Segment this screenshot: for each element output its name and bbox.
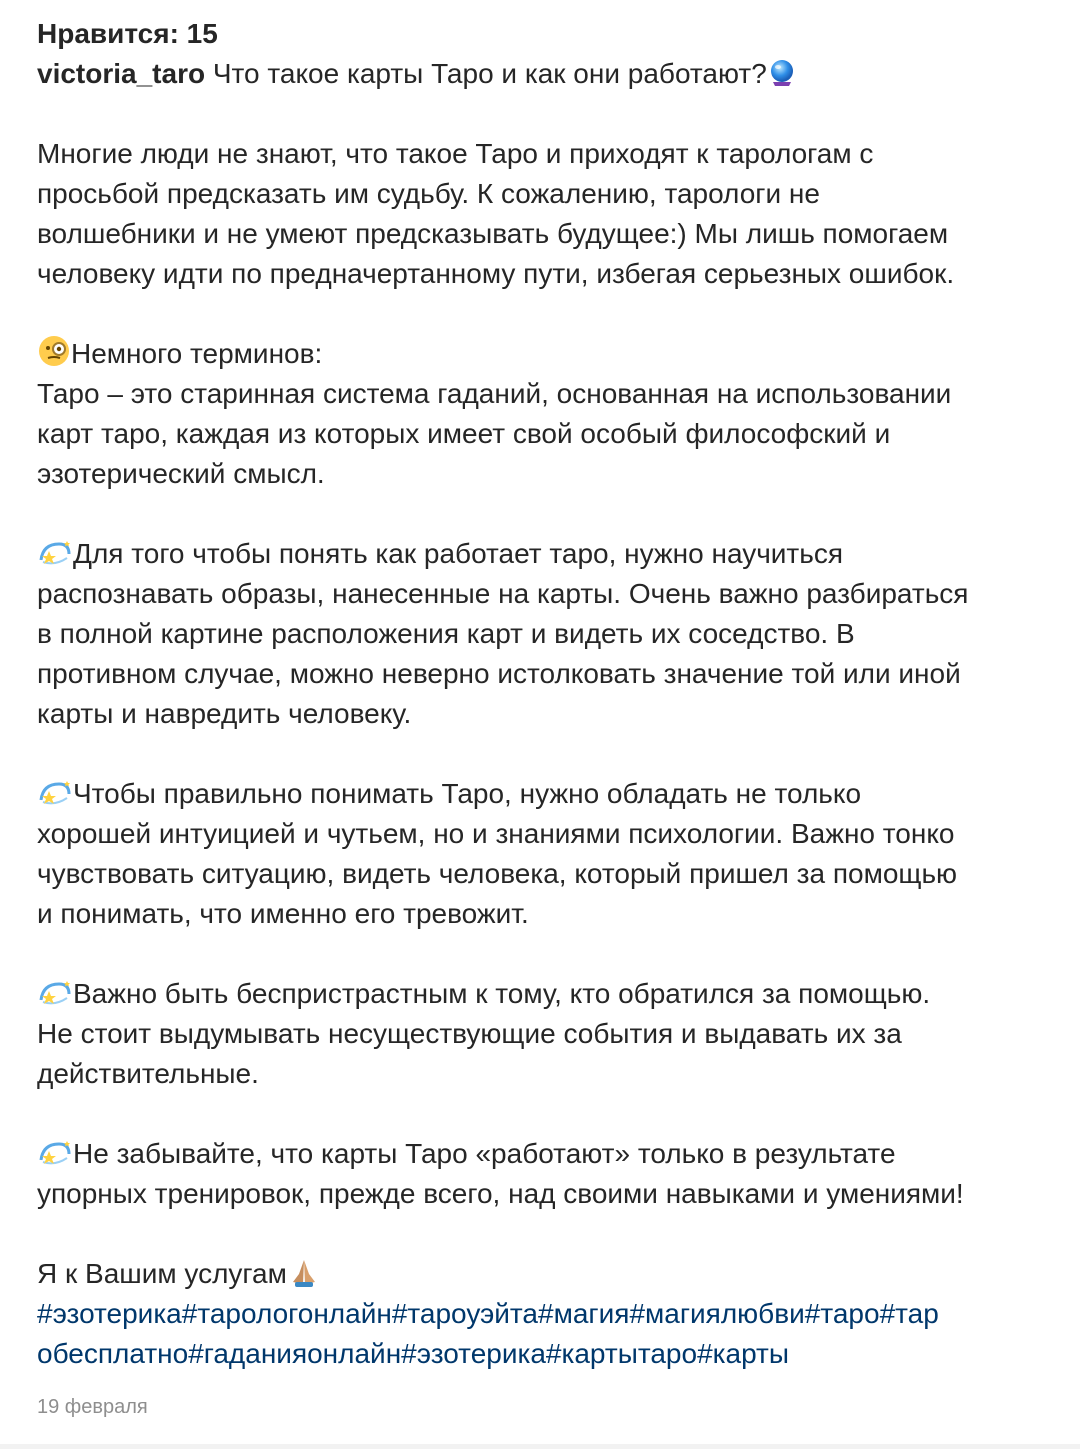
paragraph-line: и понимать, что именно его тревожит.	[37, 898, 529, 929]
hashtag-link[interactable]: #магия	[538, 1298, 630, 1329]
paragraph-line: человеку идти по предначертанному пути, избегая серьезных ошибок.	[37, 258, 955, 289]
divider	[0, 1444, 1080, 1449]
hashtag-link[interactable]: #эзотерика	[37, 1298, 182, 1329]
paragraph-text: Не забывайте, что карты Таро «работают» только в результате	[73, 1138, 896, 1169]
caption-title-line	[37, 54, 1057, 94]
paragraph-line: карты и навредить человеку.	[37, 698, 412, 729]
bullet-line	[37, 774, 1057, 814]
dizzy-star-icon	[37, 1138, 73, 1179]
paragraph-text: Важно быть беспристрастным к тому, кто обратился за помощью.	[73, 978, 931, 1009]
paragraph-line: распознавать образы, нанесенные на карты. Очень важно разбираться	[37, 578, 969, 609]
terms-heading-line	[37, 334, 1057, 374]
hashtag-link[interactable]: #картытаро	[545, 1338, 698, 1369]
hashtag-link[interactable]: #карты	[697, 1338, 789, 1369]
paragraph-line: просьбой предсказать им судьбу. К сожалению, тарологи не	[37, 178, 820, 209]
paragraph-line: волшебники и не умеют предсказывать будущее:) Мы лишь помогаем	[37, 218, 949, 249]
hashtag-link[interactable]: #гаданияонлайн	[188, 1338, 402, 1369]
bullet-line	[37, 1134, 1057, 1174]
hashtag-link[interactable]: #тароуэйта	[391, 1298, 539, 1329]
username-link[interactable]: victoria_taro	[37, 58, 206, 89]
folded-hands-icon	[287, 1254, 321, 1299]
hashtag-link[interactable]: #таро	[804, 1298, 880, 1329]
face-with-monocle-icon	[37, 334, 71, 379]
likes-count[interactable]: Нравится: 15	[37, 18, 218, 49]
hashtag-link[interactable]: #тарологонлайн	[181, 1298, 392, 1329]
paragraph-line: действительные.	[37, 1058, 259, 1089]
paragraph-text: Для того чтобы понять как работает таро, нужно научиться	[73, 538, 843, 569]
post-date: 19 февраля	[37, 1396, 148, 1418]
hashtags-line-1	[37, 1294, 1057, 1334]
paragraph-line: чувствовать ситуацию, видеть человека, который пришел за помощью	[37, 858, 958, 889]
dizzy-star-icon	[37, 978, 73, 1019]
paragraph-line: карт таро, каждая из которых имеет свой особый философский и	[37, 418, 891, 449]
bullet-line	[37, 974, 1057, 1014]
paragraph-line: Многие люди не знают, что такое Таро и приходят к тарологам с	[37, 138, 874, 169]
caption	[37, 54, 1057, 1374]
hashtag-link[interactable]: #эзотерика	[401, 1338, 546, 1369]
caption-title: Что такое карты Таро и как они работают?	[205, 58, 767, 89]
hashtag-link[interactable]: #тар	[879, 1298, 939, 1329]
paragraph-line: хорошей интуицией и чутьем, но и знаниями психологии. Важно тонко	[37, 818, 955, 849]
bullet-line	[37, 534, 1057, 574]
dizzy-star-icon	[37, 778, 73, 819]
paragraph-line: эзотерический смысл.	[37, 458, 325, 489]
paragraph-line: в полной картине расположения карт и видеть их соседство. В	[37, 618, 855, 649]
terms-heading: Немного терминов:	[71, 338, 323, 369]
paragraph-line: Таро – это старинная система гаданий, основанная на использовании	[37, 378, 952, 409]
dizzy-star-icon	[37, 538, 73, 579]
hashtag-link[interactable]: обесплатно	[37, 1338, 189, 1369]
hashtags-line-2	[37, 1334, 1057, 1374]
paragraph-line: противном случае, можно неверно истолковать значение той или иной	[37, 658, 961, 689]
paragraph-line: Не стоит выдумывать несуществующие события и выдавать их за	[37, 1018, 902, 1049]
closing-line	[37, 1254, 1057, 1294]
crystal-ball-icon	[767, 58, 797, 99]
paragraph-line: упорных тренировок, прежде всего, над своими навыками и умениями!	[37, 1178, 964, 1209]
closing-text: Я к Вашим услугам	[37, 1258, 287, 1289]
paragraph-text: Чтобы правильно понимать Таро, нужно обладать не только	[73, 778, 862, 809]
post-caption-block	[37, 14, 1057, 1374]
hashtag-link[interactable]: #магиялюбви	[629, 1298, 805, 1329]
